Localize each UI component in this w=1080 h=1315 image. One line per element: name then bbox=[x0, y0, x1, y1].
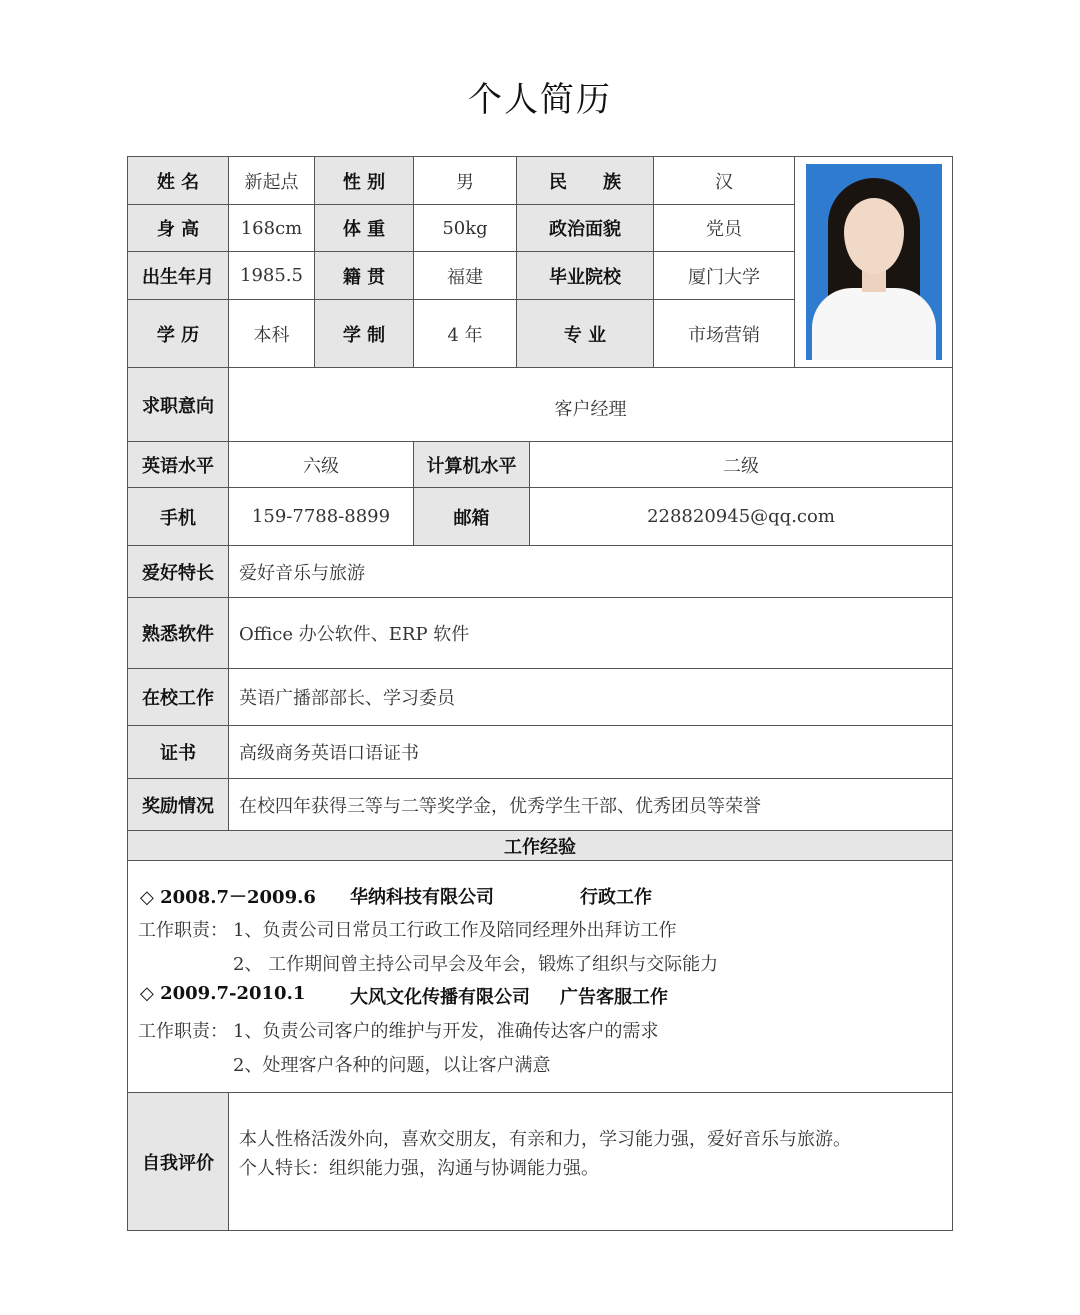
phone-label: 手机 bbox=[127, 487, 229, 546]
self-eval-line-2: 个人特长：组织能力强，沟通与协调能力强。 bbox=[239, 1158, 599, 1179]
native-value: 福建 bbox=[413, 251, 517, 300]
certificate-value: 高级商务英语口语证书 bbox=[228, 725, 953, 779]
english-value: 六级 bbox=[228, 441, 414, 488]
computer-label: 计算机水平 bbox=[413, 441, 530, 488]
name-value: 新起点 bbox=[228, 156, 315, 205]
photo-cell bbox=[794, 156, 953, 368]
job-2-position: 广告客服工作 bbox=[560, 987, 668, 1008]
software-label: 熟悉软件 bbox=[127, 597, 229, 669]
hobby-label: 爱好特长 bbox=[127, 545, 229, 598]
job-intent-value: 客户经理 bbox=[228, 367, 953, 442]
native-label: 籍 贯 bbox=[314, 251, 414, 300]
school-value: 厦门大学 bbox=[653, 251, 795, 300]
self-eval-label: 自我评价 bbox=[127, 1092, 229, 1231]
name-label: 姓 名 bbox=[127, 156, 229, 205]
education-label: 学 历 bbox=[127, 299, 229, 368]
english-label: 英语水平 bbox=[127, 441, 229, 488]
study-years-label: 学 制 bbox=[314, 299, 414, 368]
major-value: 市场营销 bbox=[653, 299, 795, 368]
ethnic-value: 汉 bbox=[653, 156, 795, 205]
awards-label: 奖励情况 bbox=[127, 778, 229, 831]
gender-value: 男 bbox=[413, 156, 517, 205]
job-2-period: ◇ 2009.7-2010.1 bbox=[140, 983, 306, 1004]
study-years-value: 4 年 bbox=[413, 299, 517, 368]
computer-value: 二级 bbox=[529, 441, 953, 488]
job-2-duty-2: 2、处理客户各种的问题，以让客户满意 bbox=[233, 1055, 551, 1076]
height-value: 168cm bbox=[228, 204, 315, 252]
education-value: 本科 bbox=[228, 299, 315, 368]
school-work-value: 英语广播部部长、学习委员 bbox=[228, 668, 953, 726]
height-label: 身 高 bbox=[127, 204, 229, 252]
email-label: 邮箱 bbox=[413, 487, 530, 546]
job-1-duty-2: 2、 工作期间曾主持公司早会及年会，锻炼了组织与交际能力 bbox=[233, 954, 719, 975]
job-intent-label: 求职意向 bbox=[127, 367, 229, 442]
ethnic-label: 民 族 bbox=[516, 156, 654, 205]
certificate-label: 证书 bbox=[127, 725, 229, 779]
gender-label: 性 别 bbox=[314, 156, 414, 205]
experience-section bbox=[127, 860, 953, 1093]
awards-value: 在校四年获得三等与二等奖学金，优秀学生干部、优秀团员等荣誉 bbox=[228, 778, 953, 831]
job-1-duty-1: 1、负责公司日常员工行政工作及陪同经理外出拜访工作 bbox=[233, 920, 677, 941]
self-eval-box bbox=[228, 1092, 953, 1231]
weight-value: 50kg bbox=[413, 204, 517, 252]
weight-label: 体 重 bbox=[314, 204, 414, 252]
job-1-period: ◇ 2008.7－2009.6 bbox=[140, 887, 316, 908]
job-1-duty-prefix: 工作职责： bbox=[138, 920, 228, 941]
self-eval-line-1: 本人性格活泼外向，喜欢交朋友，有亲和力，学习能力强，爱好音乐与旅游。 bbox=[239, 1129, 851, 1150]
software-value: Office 办公软件、ERP 软件 bbox=[228, 597, 953, 669]
school-work-label: 在校工作 bbox=[127, 668, 229, 726]
job-2-duty-1: 1、负责公司客户的维护与开发，准确传达客户的需求 bbox=[233, 1021, 659, 1042]
political-label: 政治面貌 bbox=[516, 204, 654, 252]
political-value: 党员 bbox=[653, 204, 795, 252]
major-label: 专 业 bbox=[516, 299, 654, 368]
school-label: 毕业院校 bbox=[516, 251, 654, 300]
job-1-position: 行政工作 bbox=[580, 887, 652, 908]
phone-value: 159-7788-8899 bbox=[228, 487, 414, 546]
email-value: 228820945@qq.com bbox=[529, 487, 953, 546]
resume-title: 个人简历 bbox=[468, 80, 612, 120]
hobby-value: 爱好音乐与旅游 bbox=[228, 545, 953, 598]
job-1-company: 华纳科技有限公司 bbox=[350, 887, 494, 908]
portrait-photo bbox=[806, 164, 942, 360]
job-2-duty-prefix: 工作职责： bbox=[138, 1021, 228, 1042]
experience-header: 工作经验 bbox=[127, 830, 953, 861]
birth-label: 出生年月 bbox=[127, 251, 229, 300]
birth-value: 1985.5 bbox=[228, 251, 315, 300]
job-2-company: 大风文化传播有限公司 bbox=[350, 987, 530, 1008]
